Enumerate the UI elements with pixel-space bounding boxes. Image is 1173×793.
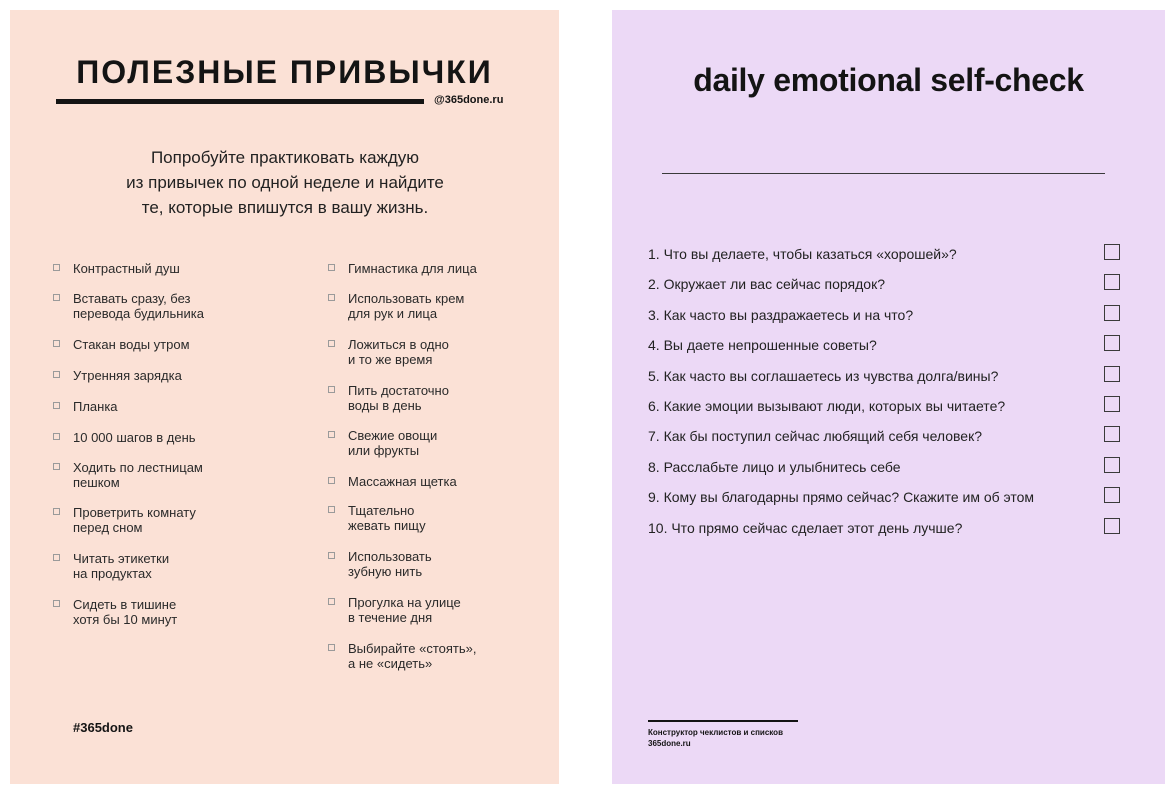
habit-item [348, 337, 449, 367]
habit-label: Использовать крем [348, 291, 465, 306]
checkbox-icon[interactable] [53, 463, 60, 470]
habit-label: 10 000 шагов в день [73, 430, 196, 445]
habit-label: на продуктах [73, 566, 152, 581]
habit-label: перед сном [73, 520, 143, 535]
habit-label: пешком [73, 475, 120, 490]
checkbox-icon[interactable] [53, 508, 60, 515]
habit-label: Ходить по лестницам [73, 460, 203, 475]
checkbox[interactable] [1104, 487, 1120, 503]
question-text: 10. Что прямо сейчас сделает этот день лучше? [648, 519, 963, 536]
habit-label: зубную нить [348, 564, 423, 579]
intro-line: Попробуйте практиковать каждую [150, 148, 420, 167]
footer-line: 365done.ru [648, 739, 691, 748]
habit-item [348, 595, 461, 625]
question-text: 3. Как часто вы раздражаетесь и на что? [648, 306, 914, 323]
question-text: 5. Как часто вы соглашаетесь из чувства долга/вины? [648, 367, 999, 384]
habit-item [73, 597, 177, 627]
habit-label: Прогулка на улице [348, 595, 461, 610]
habit-item [73, 551, 169, 581]
question-row [648, 305, 1123, 325]
habit-item [348, 549, 432, 579]
habit-label: а не «сидеть» [348, 656, 433, 671]
checkbox[interactable] [1104, 305, 1120, 321]
question-row [648, 487, 1123, 507]
habit-label: Контрастный душ [73, 261, 180, 276]
question-row [648, 396, 1123, 416]
question-row [648, 335, 1123, 355]
footer-text [648, 727, 783, 749]
checkbox-icon[interactable] [328, 552, 335, 559]
habit-item [73, 399, 118, 414]
checkbox[interactable] [1104, 244, 1120, 260]
habit-label: Планка [73, 399, 118, 414]
habit-item [73, 261, 180, 276]
habit-label: Проветрить комнату [73, 505, 196, 520]
habit-item [348, 383, 449, 413]
question-row [648, 366, 1123, 386]
question-text: 6. Какие эмоции вызывают люди, которых вы читаете? [648, 398, 1006, 414]
checkbox-icon[interactable] [53, 402, 60, 409]
checkbox-icon[interactable] [328, 477, 335, 484]
intro-text [60, 145, 510, 220]
title-underline [56, 99, 424, 104]
habit-label: для рук и лица [348, 306, 438, 321]
checkbox-icon[interactable] [53, 264, 60, 271]
checkbox[interactable] [1104, 366, 1120, 382]
checkbox[interactable] [1104, 396, 1120, 412]
habit-item [73, 430, 196, 445]
checkbox-icon[interactable] [328, 644, 335, 651]
checkbox-icon[interactable] [328, 386, 335, 393]
habit-label: жевать пищу [348, 518, 426, 533]
habit-label: хотя бы 10 минут [73, 612, 178, 627]
question-text: 2. Окружает ли вас сейчас порядок? [648, 276, 885, 293]
checkbox-icon[interactable] [328, 340, 335, 347]
habit-label: Тщательно [348, 503, 415, 518]
checkbox-icon[interactable] [328, 264, 335, 271]
checkbox-icon[interactable] [53, 554, 60, 561]
habit-label: Сидеть в тишине [73, 597, 177, 612]
habit-item [348, 503, 426, 533]
habit-label: Читать этикетки [73, 551, 170, 566]
self-check-page [612, 10, 1165, 784]
habit-label: Гимнастика для лица [348, 261, 477, 276]
intro-line: из привычек по одной неделе и найдите [126, 173, 444, 192]
habit-item [73, 505, 196, 535]
habit-item [348, 428, 437, 458]
footer-bar [648, 720, 798, 722]
habit-label: и то же время [348, 352, 433, 367]
question-row [648, 518, 1123, 538]
habit-label: Ложиться в одно [348, 337, 449, 352]
habit-label: Вставать сразу, без [73, 291, 191, 306]
habit-item [73, 291, 204, 321]
checkbox-icon[interactable] [53, 294, 60, 301]
checkbox[interactable] [1104, 426, 1120, 442]
site-handle: @365done.ru [434, 94, 504, 106]
habit-label: Стакан воды утром [73, 337, 190, 352]
footer-line: Конструктор чеклистов и списков [648, 728, 783, 737]
checkbox[interactable] [1104, 335, 1120, 351]
question-text: 9. Кому вы благодарны прямо сейчас? Скажите им об этом [648, 489, 1035, 506]
habit-item [348, 291, 464, 321]
checkbox-icon[interactable] [328, 506, 335, 513]
habit-label: Массажная щетка [348, 474, 457, 489]
name-line [662, 173, 1105, 174]
habit-item [73, 460, 203, 490]
question-text: 1. Что вы делаете, чтобы казаться «хорошей»? [648, 246, 957, 262]
habit-label: перевода будильника [73, 306, 204, 321]
habit-item [73, 368, 182, 383]
intro-line: те, которые впишутся в вашу жизнь. [141, 198, 429, 217]
question-row [648, 457, 1123, 477]
checkbox-icon[interactable] [53, 371, 60, 378]
checkbox-icon[interactable] [328, 431, 335, 438]
checkbox-icon[interactable] [328, 294, 335, 301]
habit-label: Выбирайте «стоять», [348, 641, 477, 656]
habit-label: или фрукты [348, 443, 420, 458]
habit-item [348, 474, 457, 489]
question-row [648, 426, 1123, 446]
checkbox-icon[interactable] [328, 598, 335, 605]
habit-label: Свежие овощи [348, 428, 438, 443]
hashtag: #365done [73, 720, 133, 735]
checkbox-icon[interactable] [53, 433, 60, 440]
question-text: 7. Как бы поступил сейчас любящий себя человек? [648, 428, 982, 445]
habits-page [10, 10, 559, 784]
habit-label: Пить достаточно [348, 383, 449, 398]
page-title: ПОЛЕЗНЫЕ ПРИВЫЧКИ [76, 54, 493, 90]
checkbox[interactable] [1104, 274, 1120, 290]
habit-label: Использовать [348, 549, 432, 564]
page-title: daily emotional self-check [693, 62, 1084, 98]
habit-label: воды в день [348, 398, 422, 413]
habit-item [73, 337, 190, 352]
habit-item [348, 261, 477, 276]
habit-item [348, 641, 476, 671]
habit-label: в течение дня [348, 610, 433, 625]
habit-label: Утренняя зарядка [73, 368, 182, 383]
checkbox-icon[interactable] [53, 600, 60, 607]
checkbox[interactable] [1104, 518, 1120, 534]
question-row [648, 274, 1123, 294]
checkbox-icon[interactable] [53, 340, 60, 347]
checkbox[interactable] [1104, 457, 1120, 473]
question-text: 4. Вы даете непрошенные советы? [648, 337, 877, 354]
question-text: 8. Расслабьте лицо и улыбнитесь себе [648, 458, 901, 475]
question-row [648, 244, 1123, 264]
